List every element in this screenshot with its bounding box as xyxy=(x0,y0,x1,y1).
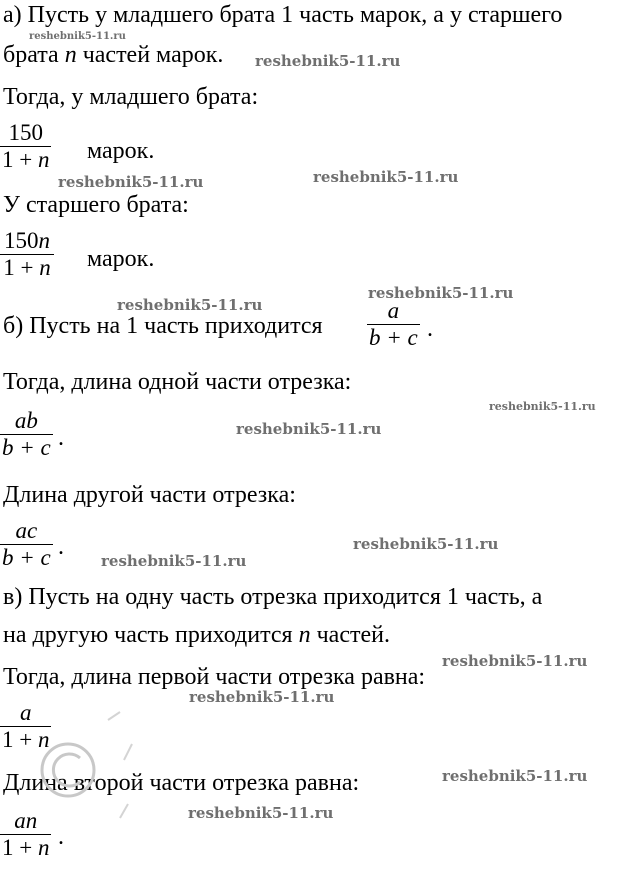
fraction xyxy=(367,298,420,351)
denominator: 1 + n xyxy=(2,727,50,752)
watermark: reshebnik5-11.ru xyxy=(313,168,459,186)
watermark: reshebnik5-11.ru xyxy=(442,652,588,670)
watermark: reshebnik5-11.ru xyxy=(255,52,401,70)
watermark: reshebnik5-11.ru xyxy=(117,296,263,314)
numerator: a xyxy=(387,298,400,323)
variable: n xyxy=(64,42,77,68)
text-line: Тогда, длина первой части отрезка равна: xyxy=(3,664,426,690)
denominator: b + c xyxy=(2,545,51,570)
fraction xyxy=(0,120,51,173)
text-line: а) Пусть у младшего брата 1 часть марок, а у старшего xyxy=(3,2,563,28)
text-fragment: частей марок. xyxy=(76,42,224,68)
watermark: reshebnik5-11.ru xyxy=(189,688,335,706)
watermark: reshebnik5-11.ru xyxy=(442,767,588,785)
denominator: 1 + n xyxy=(0,254,54,281)
watermark: reshebnik5-11.ru xyxy=(58,173,204,191)
denominator: b + c xyxy=(369,325,418,350)
watermark: reshebnik5-11.ru xyxy=(236,420,382,438)
denominator: 1 + n xyxy=(2,835,50,860)
punctuation: . xyxy=(58,824,64,850)
numerator: 150n xyxy=(4,228,50,253)
unit-label: марок. xyxy=(87,138,155,164)
watermark: reshebnik5-11.ru xyxy=(29,31,126,42)
denominator: 1 + n xyxy=(2,147,50,172)
numerator: an xyxy=(14,808,38,833)
watermark: reshebnik5-11.ru xyxy=(101,552,247,570)
watermark: reshebnik5-11.ru xyxy=(489,400,596,413)
text-line: Длина второй части отрезка равна: xyxy=(3,770,360,796)
text-fragment: брата xyxy=(3,42,65,68)
text-line: в) Пусть на одну часть отрезка приходится 1 часть, а xyxy=(3,584,543,610)
text-line: У старшего брата: xyxy=(3,192,189,218)
text-fragment: на другую часть приходится xyxy=(3,622,299,648)
punctuation: . xyxy=(58,425,64,451)
text-line xyxy=(3,620,390,650)
fraction xyxy=(0,408,53,461)
denominator: b + c xyxy=(2,435,51,460)
numerator: ab xyxy=(14,408,38,433)
numerator: a xyxy=(19,700,32,725)
fraction xyxy=(0,518,53,571)
numerator: 150 xyxy=(8,120,43,145)
unit-label: марок. xyxy=(87,246,155,272)
copyright-watermark-icon xyxy=(20,700,150,850)
punctuation: . xyxy=(58,534,64,560)
numerator: ac xyxy=(15,518,38,543)
watermark: reshebnik5-11.ru xyxy=(353,535,499,553)
punctuation: . xyxy=(427,316,433,342)
watermark: reshebnik5-11.ru xyxy=(188,804,334,822)
text-line: Тогда, длина одной части отрезка: xyxy=(3,369,352,395)
watermark: reshebnik5-11.ru xyxy=(368,284,514,302)
variable: n xyxy=(298,622,311,648)
text-line: Длина другой части отрезка: xyxy=(3,482,296,508)
fraction xyxy=(0,228,54,281)
text-line: Тогда, у младшего брата: xyxy=(3,84,259,110)
text-line xyxy=(3,40,223,70)
text-line: б) Пусть на 1 часть приходится xyxy=(3,313,323,339)
text-fragment: частей. xyxy=(310,622,390,648)
